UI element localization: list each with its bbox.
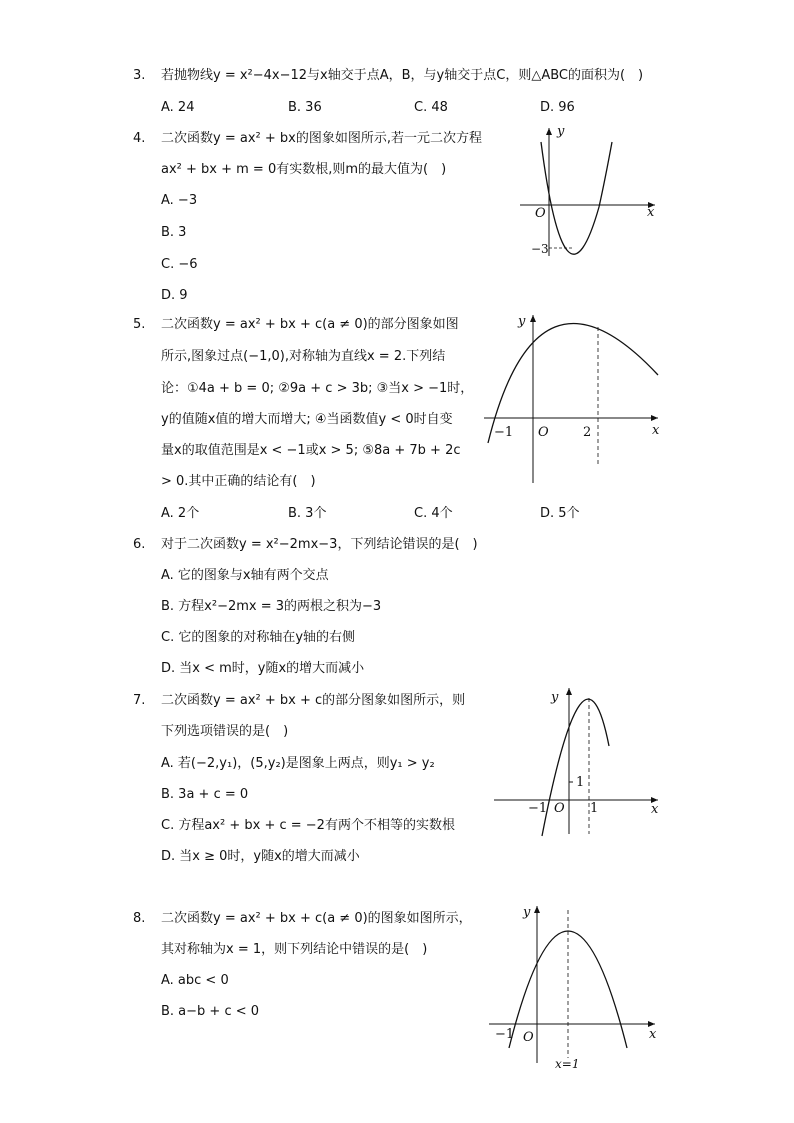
parabola-curve: [488, 323, 658, 443]
option-c[interactable]: C. −6: [161, 257, 198, 272]
x-axis-arrow: [651, 415, 658, 421]
option-b[interactable]: B. 3: [161, 225, 187, 240]
parabola-curve: [541, 142, 612, 254]
y-axis-arrow: [546, 128, 552, 135]
parabola-figure-q5: [480, 305, 665, 490]
option-c[interactable]: C. 4个: [414, 506, 453, 521]
y-axis-arrow: [530, 315, 536, 322]
option-b[interactable]: B. 3个: [288, 506, 327, 521]
tick-one: 1: [590, 801, 599, 816]
question-text: 二次函数y = ax² + bx + c(a ≠ 0)的部分图象如图: [161, 317, 459, 332]
origin-label: O: [535, 206, 546, 221]
question-text: 二次函数y = ax² + bx + c的部分图象如图所示，则: [161, 693, 466, 708]
x-label: x: [651, 802, 659, 817]
question-text: 论：①4a + b = 0; ②9a + c > 3b; ③当x > −1时，: [161, 381, 474, 396]
x-label: x: [649, 1027, 657, 1042]
question-text: 所示,图象过点(−1,0),对称轴为直线x = 2.下列结: [161, 349, 446, 364]
question-number: 3.: [133, 68, 146, 83]
option-b[interactable]: B. 36: [288, 100, 322, 115]
tick-y-one: 1: [576, 775, 585, 790]
option-b[interactable]: B. a−b + c < 0: [161, 1004, 260, 1019]
option-d[interactable]: D. 当x ≥ 0时，y随x的增大而减小: [161, 849, 360, 864]
min-label: −3: [531, 242, 549, 256]
y-label: y: [523, 905, 531, 920]
option-a[interactable]: A. 若(−2,y₁)，(5,y₂)是图象上两点，则y₁ > y₂: [161, 756, 435, 771]
question-number: 6.: [133, 537, 146, 552]
question-text: 二次函数y = ax² + bx的图象如图所示,若一元二次方程: [161, 131, 482, 146]
x-label: x: [652, 423, 660, 438]
question-text: 二次函数y = ax² + bx + c(a ≠ 0)的图象如图所示，: [161, 911, 472, 926]
y-label: y: [557, 124, 565, 139]
tick-two: 2: [583, 425, 592, 440]
question-text: 其对称轴为x = 1，则下列结论中错误的是( ): [161, 942, 428, 957]
origin-label: O: [538, 425, 549, 440]
question-text: y的值随x值的增大而增大; ④当函数值y < 0时自变: [161, 412, 453, 427]
question-number: 5.: [133, 317, 146, 332]
option-a[interactable]: A. −3: [161, 193, 198, 208]
y-axis-arrow: [534, 906, 540, 913]
option-b[interactable]: B. 方程x²−2mx = 3的两根之积为−3: [161, 599, 382, 614]
option-d[interactable]: D. 9: [161, 288, 188, 303]
x-label: x: [647, 205, 655, 220]
question-number: 4.: [133, 131, 146, 146]
question-text: ax² + bx + m = 0有实数根,则m的最大值为( ): [161, 162, 447, 177]
question-text: 对于二次函数y = x²−2mx−3，下列结论错误的是( ): [161, 537, 478, 552]
tick-neg-one: −1: [495, 1027, 515, 1042]
y-axis-arrow: [566, 688, 572, 695]
axis-of-symmetry-label: x=1: [555, 1057, 580, 1071]
option-a[interactable]: A. 24: [161, 100, 195, 115]
tick-neg-one: −1: [494, 425, 514, 440]
parabola-figure-q8: [485, 898, 660, 1073]
question-number: 7.: [133, 693, 146, 708]
option-d[interactable]: D. 5个: [540, 506, 580, 521]
origin-label: O: [523, 1030, 534, 1045]
option-a[interactable]: A. abc < 0: [161, 973, 229, 988]
question-text: > 0.其中正确的结论有( ): [161, 474, 316, 489]
y-label: y: [518, 314, 526, 329]
question-text: 若抛物线y = x²−4x−12与x轴交于点A，B，与y轴交于点C，则△ABC的面积为( ): [161, 68, 644, 83]
option-a[interactable]: A. 它的图象与x轴有两个交点: [161, 568, 329, 583]
option-c[interactable]: C. 48: [414, 100, 448, 115]
parabola-curve: [542, 699, 609, 836]
question-text: 下列选项错误的是( ): [161, 724, 289, 739]
question-number: 8.: [133, 911, 146, 926]
parabola-figure-q7: [490, 684, 665, 839]
option-c[interactable]: C. 方程ax² + bx + c = −2有两个不相等的实数根: [161, 818, 455, 833]
option-d[interactable]: D. 96: [540, 100, 575, 115]
option-a[interactable]: A. 2个: [161, 506, 200, 521]
question-text: 量x的取值范围是x < −1或x > 5; ⑤8a + 7b + 2c: [161, 443, 461, 458]
origin-label: O: [554, 801, 565, 816]
option-c[interactable]: C. 它的图象的对称轴在y轴的右侧: [161, 630, 356, 645]
parabola-figure-q4: [515, 120, 665, 260]
tick-neg-one: −1: [528, 801, 548, 816]
option-b[interactable]: B. 3a + c = 0: [161, 787, 249, 802]
option-d[interactable]: D. 当x < m时，y随x的增大而减小: [161, 661, 365, 676]
y-label: y: [551, 690, 559, 705]
